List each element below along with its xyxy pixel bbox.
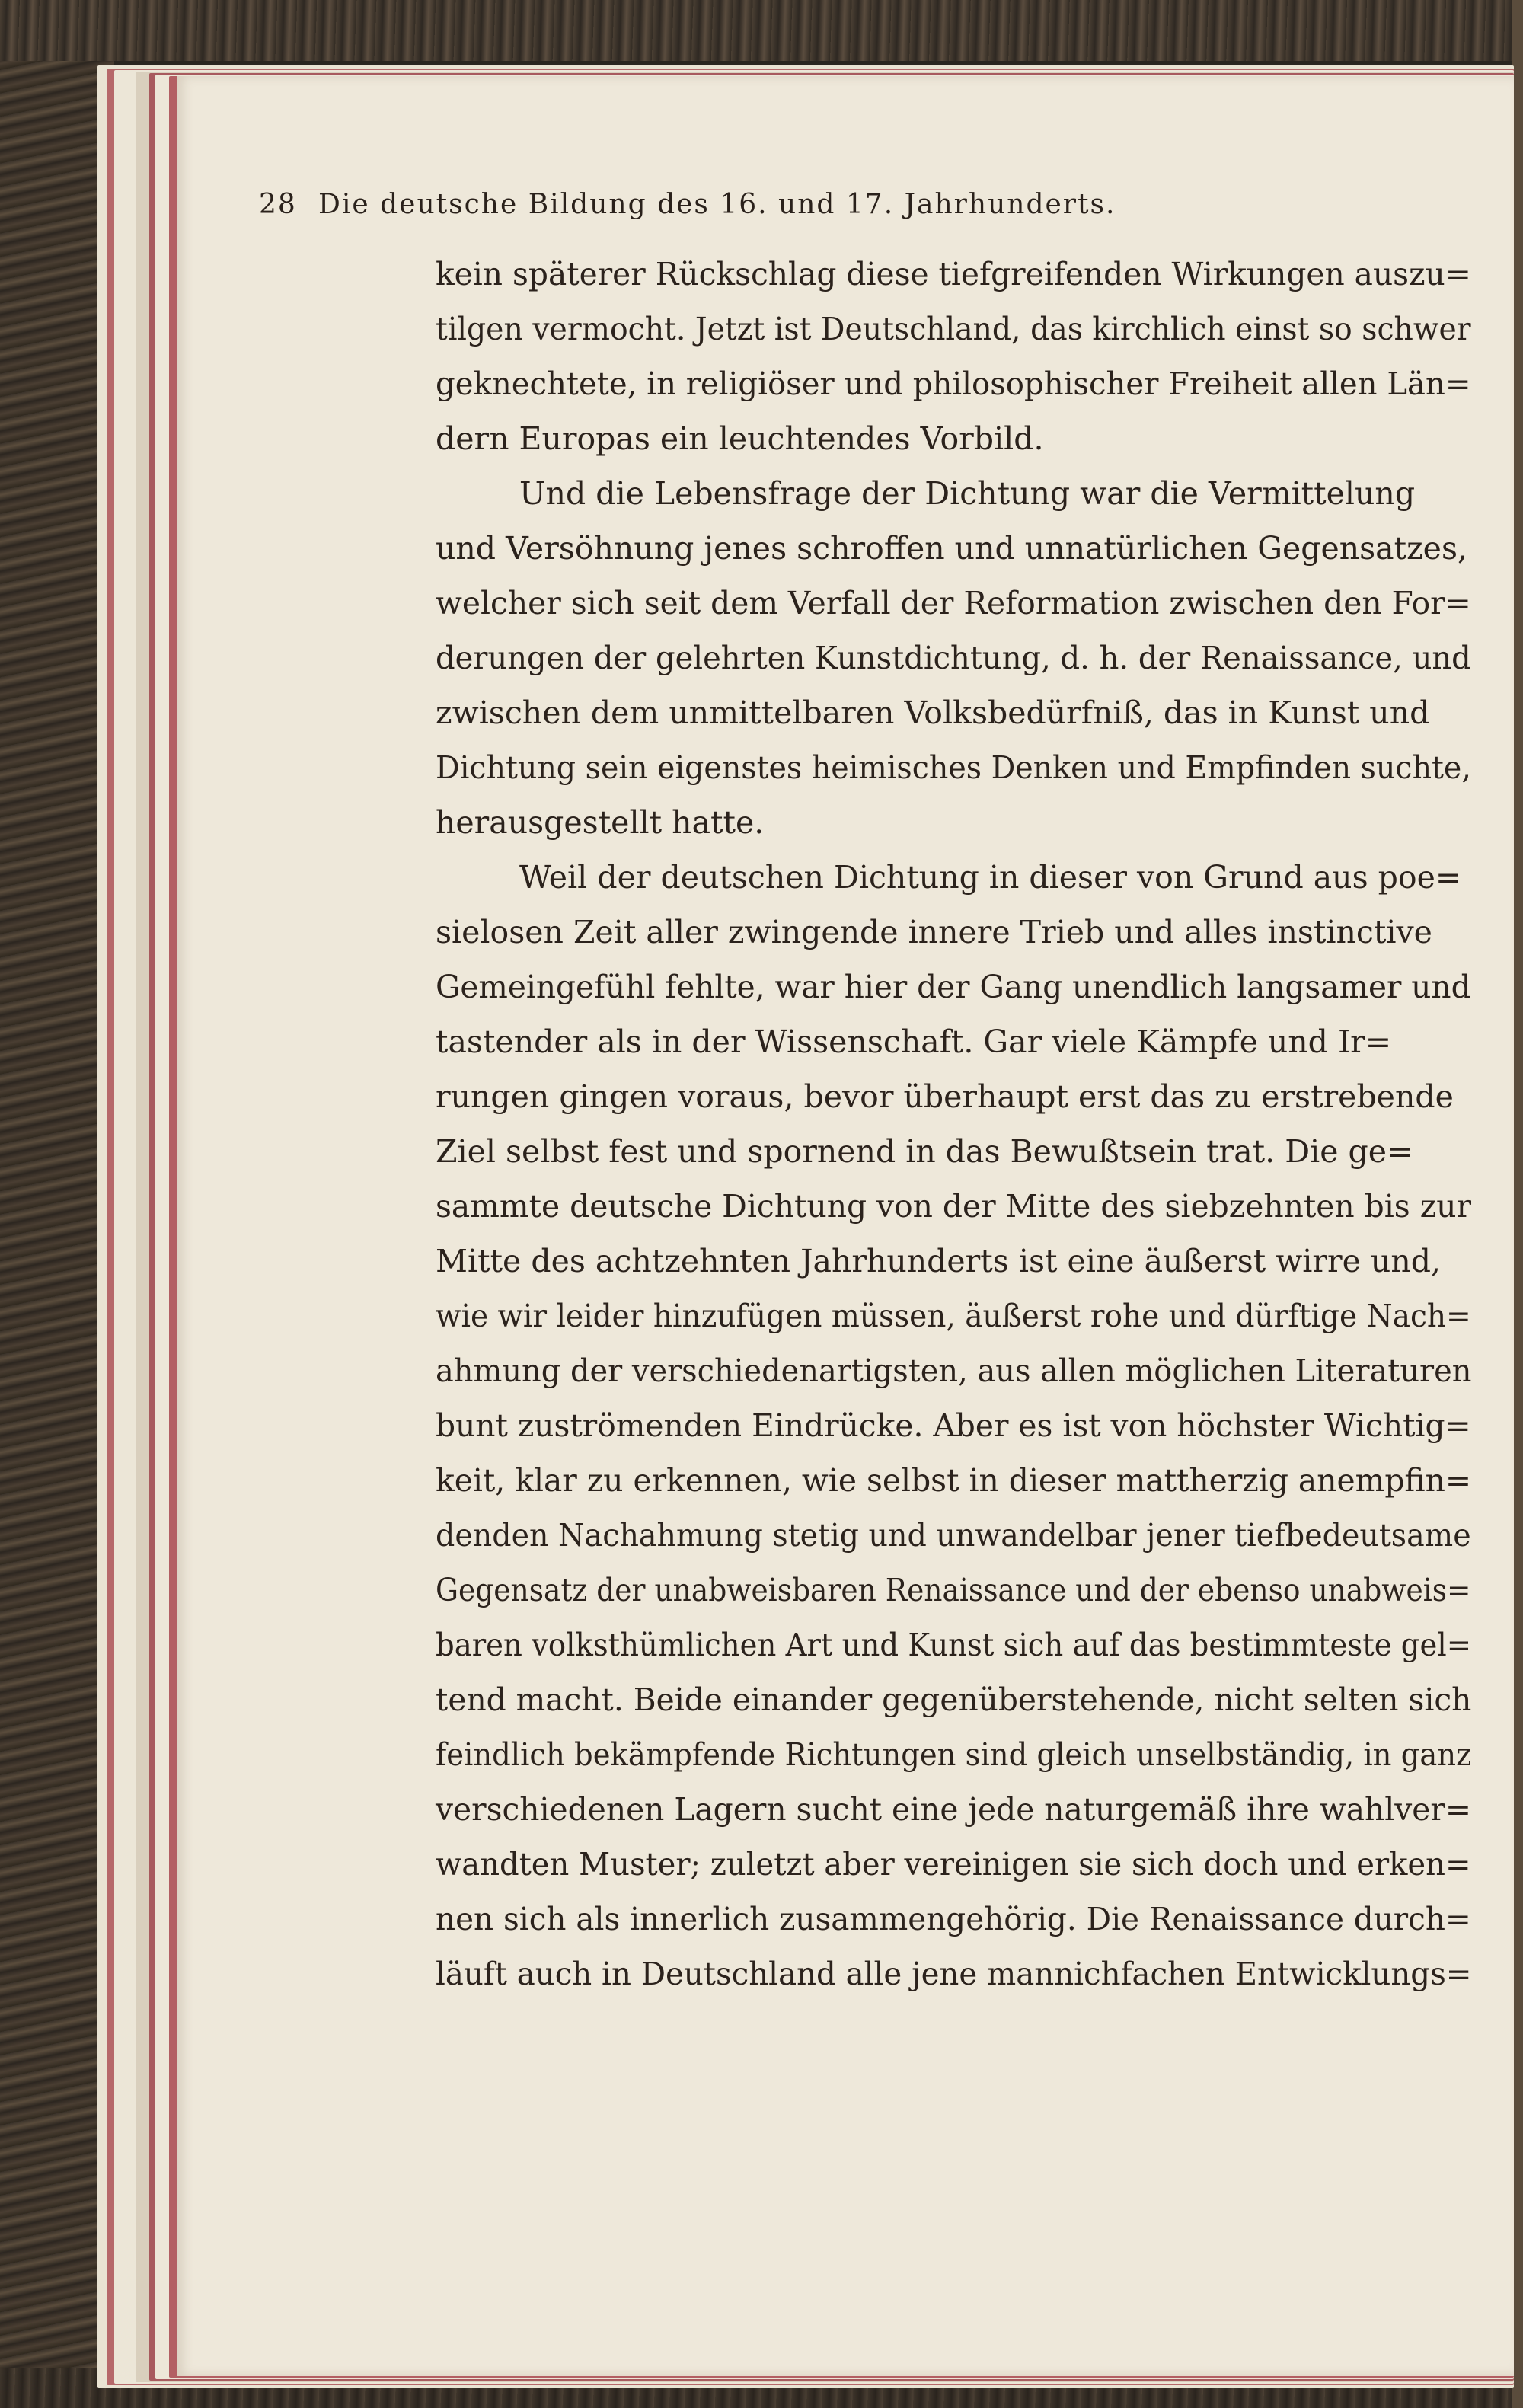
page-number: 28: [259, 189, 297, 220]
text-line: läuft auch in Deutschland alle jene mannichfachen Entwicklungs=: [436, 1956, 1472, 1992]
text-line: herausgestellt hatte.: [436, 804, 765, 841]
text-line: Mitte des achtzehnten Jahrhunderts ist eine äußerst wirre und,: [436, 1243, 1442, 1279]
text-line: Gemeingefühl fehlte, war hier der Gang unendlich langsamer und: [436, 969, 1471, 1005]
text-line: ahmung der verschiedenartigsten, aus allen möglichen Literaturen: [436, 1353, 1472, 1389]
cover-edge-top: [0, 0, 1523, 61]
text-line: denden Nachahmung stetig und unwandelbar jener tiefbedeutsame: [436, 1517, 1471, 1554]
text-line: bunt zuströmenden Eindrücke. Aber es ist von höchster Wichtig=: [436, 1407, 1471, 1444]
text-line: tend macht. Beide einander gegenüberstehende, nicht selten sich: [436, 1681, 1472, 1718]
text-line: rungen gingen voraus, bevor überhaupt erst das zu erstrebende: [436, 1078, 1454, 1115]
text-line: derungen der gelehrten Kunstdichtung, d. h. der Renaissance, und: [436, 640, 1471, 676]
text-line: verschiedenen Lagern sucht eine jede naturgemäß ihre wahlver=: [436, 1791, 1471, 1828]
text-line: feindlich bekämpfende Richtungen sind gleich unselbständig, in ganz: [436, 1736, 1472, 1773]
text-line: keit, klar zu erkennen, wie selbst in dieser mattherzig anempfin=: [436, 1462, 1472, 1499]
text-line: wie wir leider hinzufügen müssen, äußerst rohe und dürftige Nach=: [436, 1298, 1471, 1334]
running-title: Die deutsche Bildung des 16. und 17. Jahrhunderts.: [318, 189, 1116, 220]
text-line: und Versöhnung jenes schroffen und unnatürlichen Gegensatzes,: [436, 530, 1468, 567]
text-line: geknechtete, in religiöser und philosophischer Freiheit allen Län=: [436, 366, 1471, 402]
text-line: sielosen Zeit aller zwingende innere Trieb und alles instinctive: [436, 914, 1432, 950]
text-line: welcher sich seit dem Verfall der Reformation zwischen den For=: [436, 585, 1471, 621]
text-line: sammte deutsche Dichtung von der Mitte des siebzehnten bis zur: [436, 1188, 1471, 1225]
text-line: wandten Muster; zuletzt aber vereinigen sie sich doch und erken=: [436, 1846, 1471, 1883]
text-line: Dichtung sein eigenstes heimisches Denken und Empfinden suchte,: [436, 749, 1471, 786]
text-line: dern Europas ein leuchtendes Vorbild.: [436, 420, 1044, 457]
text-line: zwischen dem unmittelbaren Volksbedürfniß, das in Kunst und: [436, 695, 1430, 731]
text-line: baren volksthümlichen Art und Kunst sich auf das bestimmteste gel=: [436, 1627, 1472, 1663]
text-line: tastender als in der Wissenschaft. Gar viele Kämpfe und Ir=: [436, 1024, 1392, 1060]
text-line: Ziel selbst fest und spornend in das Bewußtsein trat. Die ge=: [436, 1133, 1413, 1170]
text-line: Gegensatz der unabweisbaren Renaissance und der ebenso unabweis=: [436, 1572, 1471, 1608]
paragraph-first-line: Und die Lebensfrage der Dichtung war die Vermittelung: [519, 475, 1416, 512]
text-line: kein späterer Rückschlag diese tiefgreifenden Wirkungen auszu=: [436, 256, 1471, 292]
paragraph-first-line: Weil der deutschen Dichtung in dieser von Grund aus poe=: [519, 859, 1462, 896]
running-header: [259, 189, 1371, 228]
text-line: nen sich als innerlich zusammengehörig. Die Renaissance durch=: [436, 1901, 1471, 1937]
text-line: tilgen vermocht. Jetzt ist Deutschland, das kirchlich einst so schwer: [436, 311, 1471, 347]
